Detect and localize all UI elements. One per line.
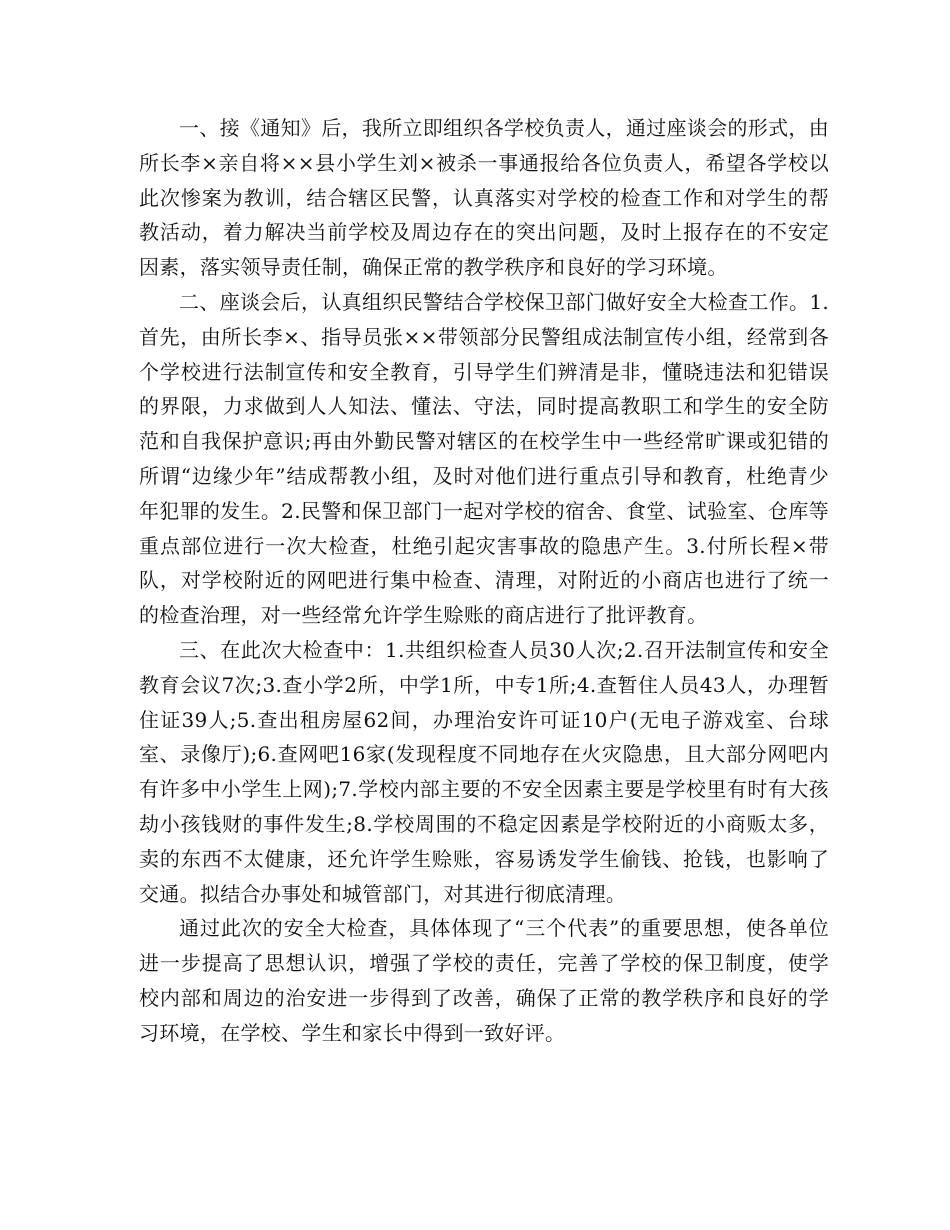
document-body — [139, 111, 829, 1051]
paragraph-2: 二、座谈会后，认真组织民警结合学校保卫部门做好安全大检查工作。1.首先，由所长李×、指导员张××带领部分民警组成法制宣传小组，经常到各个学校进行法制宣传和安全教育，引导学生们辨清是非，懂晓违法和犯错误的界限，力求做到人人知法、懂法、守法，同时提高教职工和学生的安全防范和自我保护意识;再由外勤民警对辖区的在校学生中一些经常旷课或犯错的所谓“边缘少年”结成帮教小组，及时对他们进行重点引导和教育，杜绝青少年犯罪的发生。2.民警和保卫部门一起对学校的宿舍、食堂、试验室、仓库等重点部位进行一次大检查，杜绝引起灾害事故的隐患产生。3.付所长程×带队，对学校附近的网吧进行集中检查、清理，对附近的小商店也进行了统一的检查治理，对一些经常允许学生赊账的商店进行了批评教育。 — [139, 289, 829, 628]
paragraph-3: 三、在此次大检查中：1.共组织检查人员30人次;2.召开法制宣传和安全教育会议7次;3.查小学2所，中学1所，中专1所;4.查暂住人员43人，办理暂住证39人;5.查出租房屋62间，办理治安许可证10户(无电子游戏室、台球室、录像厅);6.查网吧16家(发现程度不同地存在火灾隐患，且大部分网吧内有许多中小学生上网);7.学校内部主要的不安全因素主要是学校里有时有大孩劫小孩钱财的事件发生;8.学校周围的不稳定因素是学校附近的小商贩太多，卖的东西不太健康，还允许学生赊账，容易诱发学生偷钱、抢钱，也影响了交通。拟结合办事处和城管部门，对其进行彻底清理。 — [139, 637, 829, 906]
paragraph-4: 通过此次的安全大检查，具体体现了“三个代表”的重要思想，使各单位进一步提高了思想认识，增强了学校的责任，完善了学校的保卫制度，使学校内部和周边的治安进一步得到了改善，确保了正常的教学秩序和良好的学习环境，在学校、学生和家长中得到一致好评。 — [139, 916, 829, 1045]
paragraph-1: 一、接《通知》后，我所立即组织各学校负责人，通过座谈会的形式，由所长李×亲自将××县小学生刘×被杀一事通报给各位负责人，希望各学校以此次惨案为教训，结合辖区民警，认真落实对学校的检查工作和对学生的帮教活动，着力解决当前学校及周边存在的突出问题，及时上报存在的不安定因素，落实领导责任制，确保正常的教学秩序和良好的学习环境。 — [139, 116, 829, 280]
